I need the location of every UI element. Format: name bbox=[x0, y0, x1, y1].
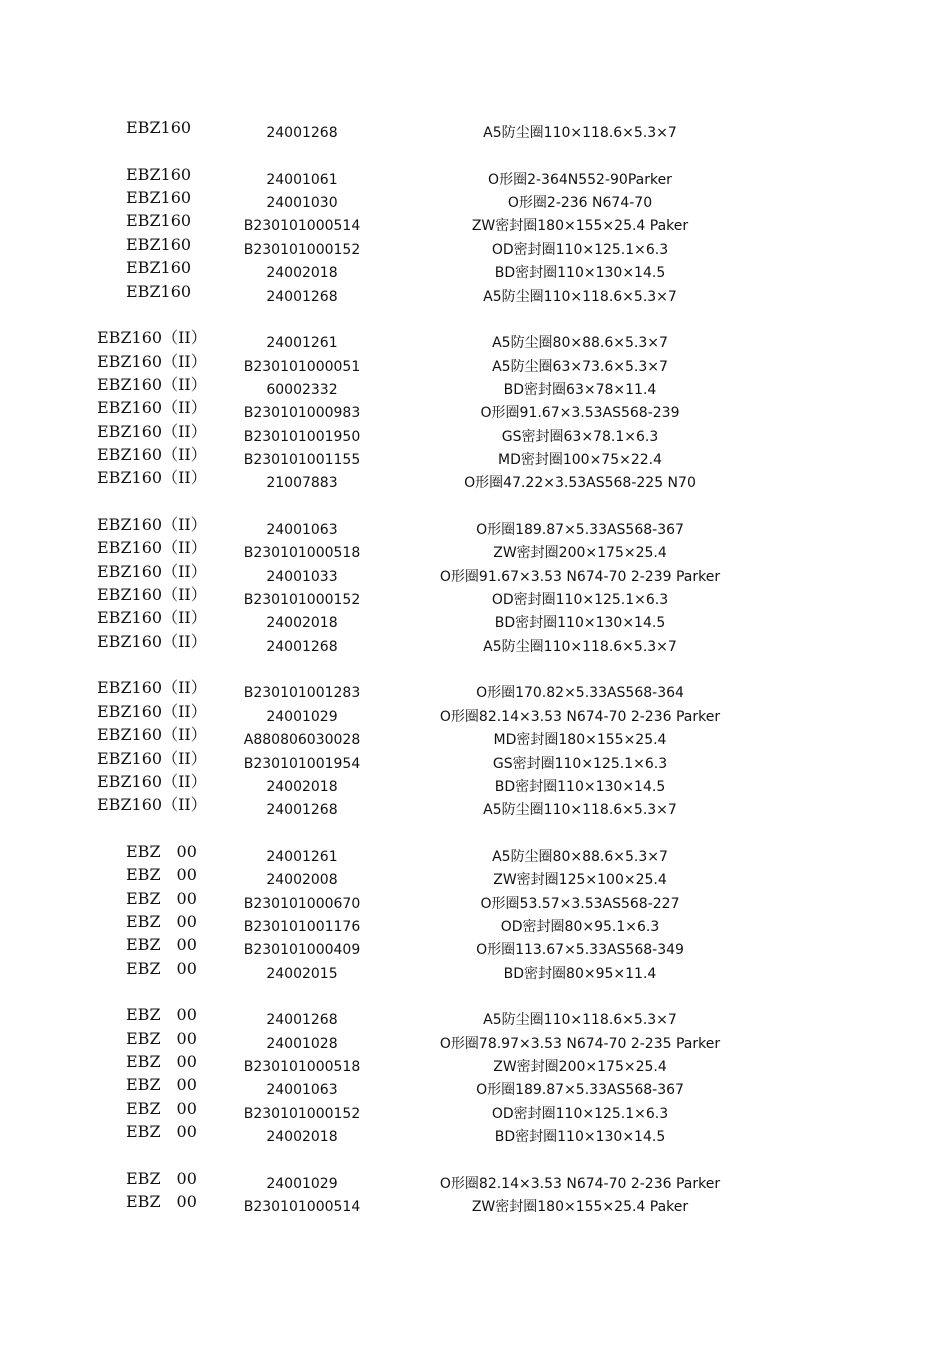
description-cell: O形圈189.87×5.33AS568-367 bbox=[476, 1082, 684, 1099]
description-cell: OD密封圈110×125.1×6.3 bbox=[491, 1105, 669, 1122]
description-cell: A5防尘圈110×118.6×5.3×7 bbox=[483, 1012, 677, 1029]
part-code-cell: B230101000514 bbox=[243, 1199, 361, 1216]
table-row bbox=[0, 1077, 950, 1100]
part-code-cell: 24002008 bbox=[266, 872, 338, 889]
description-cell: OD密封圈110×125.1×6.3 bbox=[491, 241, 669, 258]
model-cell: EBZ160（II） bbox=[97, 701, 207, 721]
table-row bbox=[0, 400, 950, 423]
description-cell: MD密封圈180×155×25.4 bbox=[493, 732, 667, 749]
model-cell: EBZ160（II） bbox=[97, 561, 207, 581]
part-code-cell: 60002332 bbox=[266, 381, 338, 398]
description-cell: O形圈91.67×3.53 N674-70 2-239 Parker bbox=[439, 568, 721, 585]
table-row bbox=[0, 748, 950, 774]
part-code-cell: B230101000051 bbox=[243, 358, 361, 375]
model-cell: EBZ 00 bbox=[126, 1098, 197, 1118]
description-cell: BD密封圈110×130×14.5 bbox=[494, 1129, 666, 1146]
model-cell: EBZ 00 bbox=[126, 911, 197, 931]
description-cell: A5防尘圈63×73.6×5.3×7 bbox=[492, 358, 668, 375]
model-cell: EBZ 00 bbox=[126, 1075, 197, 1095]
model-cell: EBZ 00 bbox=[126, 935, 197, 955]
description-cell: A5防尘圈80×88.6×5.3×7 bbox=[492, 335, 668, 352]
description-cell: BD密封圈110×130×14.5 bbox=[494, 778, 666, 795]
part-code-cell: 24002018 bbox=[266, 1129, 338, 1146]
description-cell: O形圈91.67×3.53AS568-239 bbox=[480, 405, 680, 422]
model-cell: EBZ160（II） bbox=[97, 398, 207, 418]
description-cell: OD密封圈110×125.1×6.3 bbox=[491, 592, 669, 608]
model-cell: EBZ160（II） bbox=[97, 725, 207, 745]
description-cell: O形圈82.14×3.53 N674-70 2-236 Parker bbox=[439, 1175, 721, 1192]
description-cell: BD密封圈80×95×11.4 bbox=[503, 965, 657, 982]
part-code-cell: B230101000152 bbox=[243, 1105, 361, 1122]
table-row bbox=[0, 701, 950, 727]
table-row bbox=[0, 1124, 950, 1147]
model-cell: EBZ 00 bbox=[126, 1005, 197, 1025]
table-row bbox=[0, 867, 950, 890]
table-row bbox=[0, 260, 950, 283]
part-code-cell: 24001029 bbox=[266, 1175, 338, 1192]
table-row bbox=[0, 680, 950, 703]
part-code-cell: B230101001950 bbox=[243, 428, 361, 445]
table-row bbox=[0, 1194, 950, 1217]
table-row bbox=[0, 164, 950, 190]
part-code-cell: B230101000409 bbox=[243, 942, 361, 959]
table-row bbox=[0, 351, 950, 377]
part-code-cell: 21007883 bbox=[266, 475, 338, 492]
table-row bbox=[0, 517, 950, 540]
model-cell: EBZ160 bbox=[126, 281, 192, 301]
table-row bbox=[0, 937, 950, 960]
model-cell: EBZ160 bbox=[126, 118, 192, 137]
model-cell: EBZ 00 bbox=[126, 1192, 197, 1212]
table-row bbox=[0, 281, 950, 307]
model-cell: EBZ160（II） bbox=[97, 538, 207, 558]
part-code-cell: 24001261 bbox=[266, 335, 338, 352]
description-cell: GS密封圈110×125.1×6.3 bbox=[492, 755, 668, 772]
part-code-cell: B230101001155 bbox=[243, 451, 361, 468]
model-cell: EBZ 00 bbox=[126, 1122, 197, 1142]
table-row bbox=[0, 958, 950, 984]
description-cell: OD密封圈80×95.1×6.3 bbox=[500, 918, 660, 935]
model-cell: EBZ160（II） bbox=[97, 328, 207, 348]
table-row bbox=[0, 234, 950, 260]
table-row bbox=[0, 587, 950, 610]
part-code-cell: 24002018 bbox=[266, 265, 338, 282]
part-code-cell: 24001268 bbox=[266, 1012, 338, 1029]
table-row bbox=[0, 190, 950, 213]
part-code-cell: 24001268 bbox=[266, 638, 338, 655]
model-cell: EBZ160（II） bbox=[97, 771, 207, 791]
table-row bbox=[0, 610, 950, 633]
table-row bbox=[0, 213, 950, 236]
model-cell: EBZ160（II） bbox=[97, 585, 207, 604]
part-code-cell: 24001029 bbox=[266, 708, 338, 725]
description-cell: O形圈78.97×3.53 N674-70 2-235 Parker bbox=[439, 1035, 721, 1052]
description-cell: A5防尘圈110×118.6×5.3×7 bbox=[483, 288, 677, 305]
description-cell: ZW密封圈180×155×25.4 Paker bbox=[471, 218, 689, 235]
table-row bbox=[0, 771, 950, 797]
model-cell: EBZ160 bbox=[126, 211, 192, 231]
description-cell: ZW密封圈200×175×25.4 bbox=[493, 545, 667, 562]
part-code-cell: 24001063 bbox=[266, 1082, 338, 1099]
table-row bbox=[0, 911, 950, 937]
table-row bbox=[0, 1028, 950, 1054]
model-cell: EBZ 00 bbox=[126, 1028, 197, 1048]
description-cell: ZW密封圈200×175×25.4 bbox=[493, 1059, 667, 1075]
part-code-cell: 24001033 bbox=[266, 568, 338, 585]
part-code-cell: 24002018 bbox=[266, 615, 338, 632]
part-code-cell: B230101001283 bbox=[243, 685, 361, 702]
table-row bbox=[0, 120, 950, 143]
table-row bbox=[0, 1054, 950, 1077]
part-code-cell: 24001030 bbox=[266, 195, 338, 212]
description-cell: O形圈170.82×5.33AS568-364 bbox=[476, 685, 684, 702]
part-code-cell: 24001268 bbox=[266, 802, 338, 819]
model-cell: EBZ160 bbox=[126, 258, 192, 278]
part-code-cell: 24001261 bbox=[266, 848, 338, 865]
table-row bbox=[0, 330, 950, 353]
description-cell: O形圈82.14×3.53 N674-70 2-236 Parker bbox=[439, 708, 721, 725]
description-cell: A5防尘圈110×118.6×5.3×7 bbox=[483, 802, 677, 819]
part-code-cell: 24001061 bbox=[266, 171, 338, 188]
description-cell: A5防尘圈110×118.6×5.3×7 bbox=[483, 125, 677, 141]
part-code-cell: 24002015 bbox=[266, 965, 338, 982]
part-code-cell: B230101000983 bbox=[243, 405, 361, 422]
model-cell: EBZ 00 bbox=[126, 865, 197, 885]
model-cell: EBZ 00 bbox=[126, 958, 197, 978]
description-cell: A5防尘圈80×88.6×5.3×7 bbox=[492, 848, 668, 865]
part-code-cell: B230101000518 bbox=[243, 1059, 361, 1075]
part-code-cell: B230101001176 bbox=[243, 918, 361, 935]
description-cell: O形圈2-364N552-90Parker bbox=[488, 171, 672, 188]
table-row bbox=[0, 1098, 950, 1124]
table-row bbox=[0, 631, 950, 657]
description-cell: MD密封圈100×75×22.4 bbox=[497, 451, 663, 468]
description-cell: O形圈113.67×5.33AS568-349 bbox=[476, 942, 684, 959]
model-cell: EBZ160（II） bbox=[97, 374, 207, 394]
description-cell: O形圈189.87×5.33AS568-367 bbox=[476, 522, 684, 538]
description-cell: BD密封圈110×130×14.5 bbox=[494, 265, 666, 282]
part-code-cell: 24001028 bbox=[266, 1035, 338, 1052]
model-cell: EBZ 00 bbox=[126, 888, 197, 908]
table-row bbox=[0, 1007, 950, 1030]
part-code-cell: B230101000152 bbox=[243, 241, 361, 258]
description-cell: GS密封圈63×78.1×6.3 bbox=[501, 428, 659, 445]
model-cell: EBZ160 bbox=[126, 188, 192, 208]
description-cell: O形圈2-236 N674-70 bbox=[507, 195, 653, 212]
table-row bbox=[0, 470, 950, 493]
table-row bbox=[0, 540, 950, 563]
part-code-cell: 24002018 bbox=[266, 778, 338, 795]
table-row bbox=[0, 421, 950, 447]
model-cell: EBZ160（II） bbox=[97, 678, 207, 698]
model-cell: EBZ160 bbox=[126, 164, 192, 184]
model-cell: EBZ160（II） bbox=[97, 631, 207, 651]
table-row bbox=[0, 888, 950, 914]
part-code-cell: A880806030028 bbox=[243, 732, 361, 749]
part-code-cell: 24001063 bbox=[266, 522, 338, 538]
description-cell: A5防尘圈110×118.6×5.3×7 bbox=[483, 638, 677, 655]
model-cell: EBZ160（II） bbox=[97, 515, 207, 534]
description-cell: ZW密封圈180×155×25.4 Paker bbox=[471, 1199, 689, 1216]
table-row bbox=[0, 797, 950, 820]
description-cell: BD密封圈63×78×11.4 bbox=[503, 381, 657, 398]
description-cell: ZW密封圈125×100×25.4 bbox=[493, 872, 667, 889]
part-code-cell: 24001268 bbox=[266, 288, 338, 305]
part-code-cell: B230101000152 bbox=[243, 592, 361, 608]
table-row bbox=[0, 1168, 950, 1194]
model-cell: EBZ160（II） bbox=[97, 748, 207, 768]
model-cell: EBZ160（II） bbox=[97, 468, 207, 488]
part-code-cell: B230101000670 bbox=[243, 895, 361, 912]
part-code-cell: 24001268 bbox=[266, 125, 338, 141]
model-cell: EBZ160（II） bbox=[97, 795, 207, 815]
model-cell: EBZ160（II） bbox=[97, 608, 207, 628]
model-cell: EBZ 00 bbox=[126, 1052, 197, 1071]
description-cell: BD密封圈110×130×14.5 bbox=[494, 615, 666, 632]
table-row bbox=[0, 561, 950, 587]
model-cell: EBZ160（II） bbox=[97, 351, 207, 371]
model-cell: EBZ160 bbox=[126, 234, 192, 254]
description-cell: O形圈53.57×3.53AS568-227 bbox=[480, 895, 680, 912]
table-row bbox=[0, 841, 950, 867]
model-cell: EBZ160（II） bbox=[97, 444, 207, 464]
table-row bbox=[0, 444, 950, 470]
model-cell: EBZ160（II） bbox=[97, 421, 207, 441]
part-code-cell: B230101001954 bbox=[243, 755, 361, 772]
part-code-cell: B230101000518 bbox=[243, 545, 361, 562]
table-row bbox=[0, 727, 950, 750]
part-code-cell: B230101000514 bbox=[243, 218, 361, 235]
table-row bbox=[0, 374, 950, 400]
model-cell: EBZ 00 bbox=[126, 1168, 197, 1188]
description-cell: O形圈47.22×3.53AS568-225 N70 bbox=[464, 475, 696, 492]
model-cell: EBZ 00 bbox=[126, 841, 197, 861]
